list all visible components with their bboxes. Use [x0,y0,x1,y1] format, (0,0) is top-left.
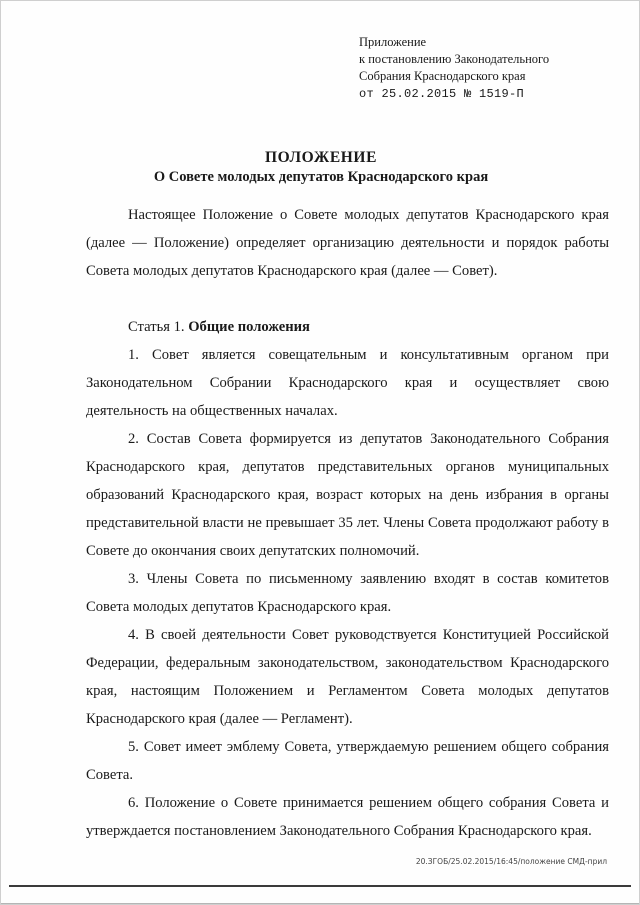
annex-line-1: Приложение [359,35,427,49]
paragraph-2: 2. Состав Совета формируется из депутатов Законодательного Собрания Краснодарского края, депутатов представительных органов муниципальных образований Краснодарского края, возраст которых на день избрания в органы представительной власти не превышает 35 лет. Члены Совета продолжают работу в Совете до окончания своих депутатских полномочий. [86,431,609,559]
footer-file-note: 20.ЗГОБ/25.02.2015/16:45/положение СМД-прил [415,857,607,866]
article-number: Статья 1. [128,319,189,335]
annex-block [359,34,613,103]
intro-paragraph: Настоящее Положение о Совете молодых депутатов Краснодарского края (далее — Положение) определяет организацию деятельности и порядок работы Совета молодых депутатов Краснодарского края (далее — Совет). [86,207,609,279]
paragraph-4: 4. В своей деятельности Совет руководствуется Конституцией Российской Федерации, федеральным законодательством, законодательством Краснодарского края, настоящим Положением и Регламентом Совета молодых депутатов Краснодарского края (далее — Регламент). [86,627,609,727]
paragraph-6: 6. Положение о Совете принимается решением общего собрания Совета и утверждается постановлением Законодательного Собрания Краснодарского края. [86,795,609,839]
document-subtitle: О Совете молодых депутатов Краснодарского края [153,169,489,185]
page-bottom-edge [1,903,639,904]
title-block [1,149,640,186]
annex-date-line: от 25.02.2015 № 1519-П [359,87,525,101]
article-1-heading [86,313,609,341]
annex-line-2: к постановлению Законодательного [359,52,550,66]
paragraph-5: 5. Совет имеет эмблему Совета, утверждаемую решением общего собрания Совета. [86,739,609,783]
document-title: ПОЛОЖЕНИЕ [264,149,378,166]
document-body [86,201,609,845]
paragraph-3: 3. Члены Совета по письменному заявлению входят в состав комитетов Совета молодых депутатов Краснодарского края. [86,571,609,615]
article-title: Общие положения [188,319,310,335]
annex-line-3: Собрания Краснодарского края [359,69,526,83]
paragraph-1: 1. Совет является совещательным и консультативным органом при Законодательном Собрании Краснодарского края и осуществляет свою деятельность на общественных началах. [86,347,609,419]
bottom-scan-rule [9,885,631,887]
